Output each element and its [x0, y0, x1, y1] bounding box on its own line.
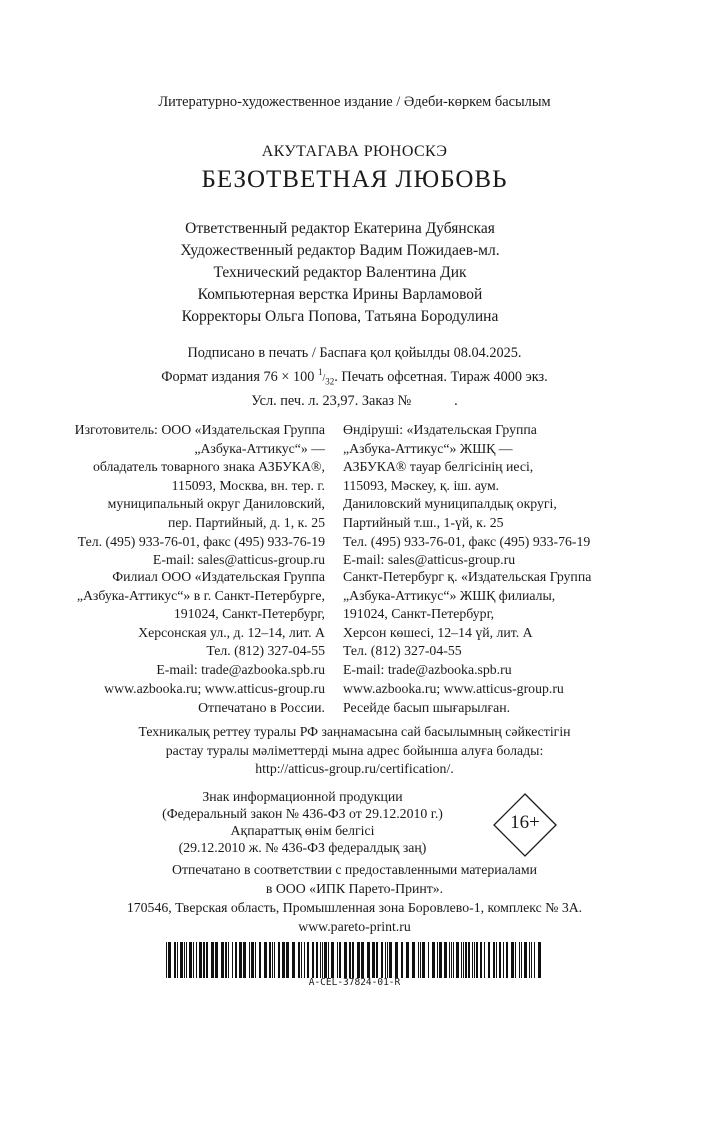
barcode-bar — [357, 942, 360, 978]
barcode-bar — [480, 942, 482, 978]
format-sup: 1 — [318, 367, 323, 377]
barcode-bar — [211, 942, 214, 978]
barcode-bar — [168, 942, 171, 978]
manufacturer-ru-line: муниципальный округ Даниловский, — [107, 496, 325, 512]
certification-notice — [0, 723, 709, 779]
info-sign-line: Знак информационной продукции — [202, 789, 403, 804]
barcode-bar — [472, 942, 473, 978]
branch-kz-line: 191024, Санкт-Петербург, — [343, 606, 495, 622]
barcode-bar — [451, 942, 452, 978]
manufacturer-kz — [343, 421, 673, 570]
age-rating-badge — [493, 793, 557, 857]
info-sign-line: Ақпараттық өнім белгісі — [230, 823, 375, 838]
barcode-bar — [166, 942, 167, 978]
branch-kz-email: E-mail: trade@azbooka.spb.ru — [343, 661, 512, 677]
barcode-bar — [331, 942, 334, 978]
barcode-bar — [389, 942, 392, 978]
book-author: АКУТАГАВА РЮНОСКЭ — [261, 143, 448, 160]
format-suffix: . Печать офсетная. Тираж 4000 экз. — [334, 368, 548, 385]
manufacturer-ru-line: обладатель товарного знака АЗБУКА®, — [92, 459, 325, 475]
barcode-bar — [515, 942, 516, 978]
barcode-bar — [465, 942, 467, 978]
credit-line: Ответственный редактор Екатерина Дубянская — [185, 220, 495, 237]
manufacturer-kz-line: Даниловский муниципалдық округі, — [343, 496, 557, 512]
barcode-bar — [361, 942, 364, 978]
barcode-bar — [337, 942, 338, 978]
barcode-bar — [180, 942, 183, 978]
barcode-bar — [511, 942, 514, 978]
barcode-bar — [367, 942, 370, 978]
credit-line: Технический редактор Валентина Дик — [213, 264, 467, 281]
printer-line: Отпечатано в соответствии с предоставленными материалами — [172, 862, 537, 877]
barcode-bar — [339, 942, 341, 978]
credit-line: Компьютерная верстка Ирины Варламовой — [197, 286, 483, 303]
branch-kz-line: Тел. (812) 327-04-55 — [343, 643, 462, 659]
printer-url: www.pareto-print.ru — [298, 919, 411, 934]
barcode-bar — [251, 942, 254, 978]
barcode-bar — [215, 942, 218, 978]
barcode-bar — [225, 942, 227, 978]
barcode-bar — [444, 942, 447, 978]
edition-type: Литературно-художественное издание / Әдеби-көркем басылым — [158, 94, 551, 110]
web-kz-printed: Ресейде басып шығарылған. — [343, 699, 511, 715]
barcode-bar — [499, 942, 501, 978]
branch-kz-line: Херсон көшесі, 12–14 үй, лит. А — [343, 624, 533, 640]
format-line: Формат издания 76 × 100 $^1/_{32}$. Печать офсетная. Тираж 4000 экз. — [161, 367, 548, 387]
sheets-line: Усл. печ. л. 23,97. Заказ № . — [251, 392, 458, 409]
barcode — [166, 942, 542, 978]
barcode-bar — [381, 942, 383, 978]
barcode-bar — [476, 942, 478, 978]
credits-block — [0, 218, 680, 328]
barcode-bar — [272, 942, 273, 978]
printer-address: 170546, Тверская область, Промышленная зона Боровлево-1, комплекс № 3А. — [126, 900, 583, 915]
barcode-bar — [385, 942, 386, 978]
printer-info — [0, 860, 709, 936]
manufacturer-kz-line: „Азбука-Аттикус“» ЖШҚ — — [343, 440, 513, 456]
barcode-bar — [401, 942, 403, 978]
barcode-bar — [496, 942, 497, 978]
barcode-bar — [255, 942, 256, 978]
barcode-bar — [503, 942, 504, 978]
barcode-bar — [243, 942, 246, 978]
barcode-bar — [529, 942, 530, 978]
barcode-bar — [506, 942, 508, 978]
manufacturer-ru-line: пер. Партийный, д. 1, к. 25 — [168, 514, 325, 530]
manufacturer-ru-line: „Азбука-Аттикус“» — — [194, 440, 325, 456]
format-sub: 32 — [325, 376, 335, 387]
legal-line: Техникалық реттеу туралы РФ заңнамасына сай басылымның сәйкестігін — [138, 724, 571, 739]
barcode-bar — [298, 942, 300, 978]
manufacturer-ru-line: Тел. (495) 933-76-01, факс (495) 933-76-19 — [77, 533, 325, 549]
barcode-bar — [352, 942, 354, 978]
barcode-bar — [282, 942, 285, 978]
barcode-bar — [235, 942, 237, 978]
barcode-bar — [524, 942, 527, 978]
barcode-bar — [418, 942, 419, 978]
branch-ru — [20, 568, 325, 680]
format-prefix: Формат издания 76 × 100 — [161, 368, 318, 385]
barcode-bar — [344, 942, 347, 978]
web-kz — [343, 680, 673, 717]
credit-line: Художественный редактор Вадим Пожидаев-мл. — [180, 242, 500, 259]
credit-line: Корректоры Ольга Попова, Татьяна Бородулина — [181, 308, 499, 325]
barcode-bar — [439, 942, 442, 978]
barcode-bar — [239, 942, 242, 978]
barcode-bar — [420, 942, 421, 978]
signed-date: Подписано в печать / Баспаға қол қойылды 08.04.2025. — [187, 345, 522, 361]
barcode-bar — [286, 942, 289, 978]
barcode-bar — [531, 942, 532, 978]
branch-kz-line: Санкт-Петербург қ. «Издательская Группа — [343, 569, 592, 584]
barcode-bar — [324, 942, 327, 978]
barcode-bar — [376, 942, 378, 978]
barcode-bar — [412, 942, 415, 978]
barcode-bar — [307, 942, 309, 978]
legal-url: http://atticus-group.ru/certification/. — [255, 761, 454, 777]
manufacturer-kz-line: 115093, Мәскеу, қ. іш. аум. — [343, 477, 500, 493]
branch-ru-email: E-mail: trade@azbooka.spb.ru — [156, 661, 325, 677]
web-ru — [20, 680, 325, 717]
barcode-bar — [228, 942, 229, 978]
barcode-bar — [221, 942, 224, 978]
branch-ru-line: 191024, Санкт-Петербург, — [173, 606, 325, 622]
barcode-bar — [203, 942, 205, 978]
barcode-bar — [206, 942, 208, 978]
branch-kz-line: „Азбука-Аттикус“» ЖШҚ филиалы, — [343, 587, 556, 603]
barcode-bar — [461, 942, 462, 978]
manufacturer-ru-email: E-mail: sales@atticus-group.ru — [152, 552, 325, 568]
barcode-bar — [519, 942, 520, 978]
barcode-bar — [312, 942, 314, 978]
manufacturer-kz-email: E-mail: sales@atticus-group.ru — [343, 552, 516, 568]
barcode-bar — [468, 942, 470, 978]
web-kz-sites: www.azbooka.ru; www.atticus-group.ru — [343, 681, 564, 696]
barcode-bar — [193, 942, 194, 978]
info-product-sign — [130, 788, 475, 856]
barcode-bar — [301, 942, 302, 978]
barcode-bar — [488, 942, 490, 978]
barcode-bar — [196, 942, 197, 978]
barcode-bar — [406, 942, 409, 978]
info-sign-line: (29.12.2010 ж. № 436-ФЗ федералдық заң) — [178, 840, 427, 855]
barcode-bar — [395, 942, 398, 978]
barcode-bar — [232, 942, 233, 978]
barcode-bar — [484, 942, 485, 978]
barcode-bar — [428, 942, 429, 978]
barcode-bar — [534, 942, 535, 978]
manufacturer-ru-line: Изготовитель: ООО «Издательская Группа — [74, 422, 325, 437]
barcode-bar — [249, 942, 250, 978]
barcode-code: A-CEL-37824-01-R — [308, 977, 401, 988]
manufacturer-ru — [20, 421, 325, 570]
barcode-bar — [189, 942, 192, 978]
barcode-bar — [493, 942, 495, 978]
branch-kz — [343, 568, 673, 680]
barcode-bar — [186, 942, 187, 978]
barcode-bar — [456, 942, 459, 978]
barcode-bar — [199, 942, 202, 978]
branch-ru-line: Херсонская ул., д. 12–14, лит. А — [138, 624, 325, 640]
barcode-bar — [174, 942, 176, 978]
barcode-bar — [316, 942, 318, 978]
barcode-bar — [387, 942, 388, 978]
manufacturer-kz-line: Тел. (495) 933-76-01, факс (495) 933-76-19 — [343, 533, 591, 549]
branch-ru-line: „Азбука-Аттикус“» в г. Санкт-Петербурге, — [76, 587, 325, 603]
barcode-bar — [453, 942, 454, 978]
barcode-bar — [422, 942, 425, 978]
barcode-bar — [320, 942, 321, 978]
branch-ru-line: Филиал ООО «Издательская Группа — [112, 569, 325, 584]
info-sign-line: (Федеральный закон № 436-ФЗ от 29.12.2010 г.) — [162, 806, 443, 821]
barcode-bar — [449, 942, 450, 978]
book-title: БЕЗОТВЕТНАЯ ЛЮБОВЬ — [201, 166, 508, 193]
barcode-bar — [292, 942, 295, 978]
barcode-bar — [264, 942, 267, 978]
barcode-bar — [177, 942, 178, 978]
barcode-bar — [521, 942, 522, 978]
barcode-bar — [328, 942, 329, 978]
manufacturer-kz-line: АЗБУКА® тауар белгісінің иесі, — [343, 459, 534, 475]
barcode-bar — [474, 942, 475, 978]
barcode-bar — [437, 942, 438, 978]
barcode-bar — [259, 942, 261, 978]
barcode-bar — [372, 942, 375, 978]
age-rating-label: 16+ — [510, 812, 540, 833]
print-info — [0, 344, 709, 411]
barcode-bar — [463, 942, 464, 978]
barcode-bar — [432, 942, 435, 978]
web-ru-sites: www.azbooka.ru; www.atticus-group.ru — [104, 681, 325, 696]
manufacturer-kz-line: Партийный т.ш., 1-үй, к. 25 — [343, 514, 504, 530]
web-ru-printed: Отпечатано в России. — [198, 699, 325, 715]
barcode-bar — [304, 942, 305, 978]
branch-ru-line: Тел. (812) 327-04-55 — [206, 643, 325, 659]
manufacturer-ru-line: 115093, Москва, вн. тер. г. — [171, 477, 325, 493]
barcode-bar — [322, 942, 323, 978]
legal-line: растау туралы мәліметтерді мына адрес бойынша алуға болады: — [165, 742, 544, 758]
barcode-bar — [538, 942, 541, 978]
barcode-bar — [184, 942, 185, 978]
barcode-bar — [274, 942, 275, 978]
barcode-bar — [278, 942, 280, 978]
barcode-icon — [166, 942, 542, 978]
barcode-bar — [349, 942, 351, 978]
barcode-bar — [269, 942, 271, 978]
manufacturer-kz-line: Өндіруші: «Издательская Группа — [343, 422, 537, 437]
printer-line: в ООО «ИПК Парето-Принт». — [265, 881, 444, 896]
